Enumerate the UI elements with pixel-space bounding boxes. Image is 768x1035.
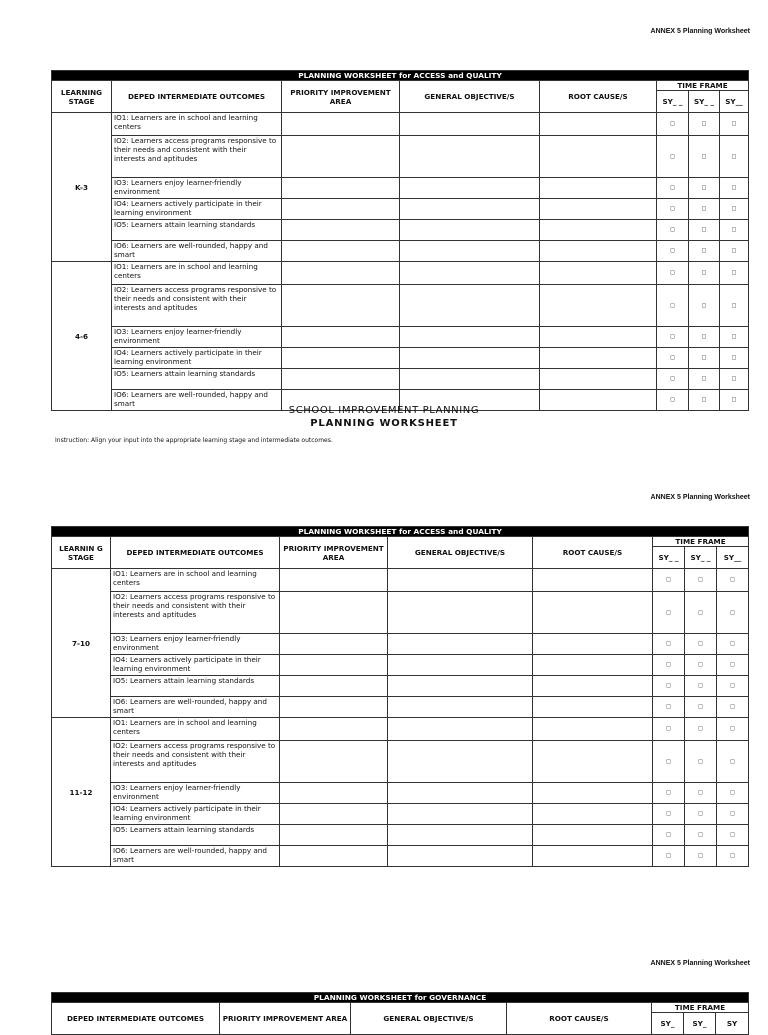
checkbox-icon[interactable]: ◻: [717, 697, 749, 718]
general-objective-input[interactable]: [388, 592, 533, 634]
priority-area-input[interactable]: [282, 199, 400, 220]
root-cause-input[interactable]: [540, 178, 657, 199]
sy-header: SY_ _: [657, 91, 689, 113]
checkbox-icon[interactable]: ◻: [717, 804, 749, 825]
checkbox-icon[interactable]: ◻: [689, 390, 720, 411]
checkbox-icon[interactable]: ◻: [685, 676, 717, 697]
intermediate-outcome-cell: IO3: Learners enjoy learner-friendly environment: [112, 327, 282, 348]
root-cause-input[interactable]: [540, 199, 657, 220]
checkbox-icon[interactable]: ◻: [657, 113, 689, 136]
checkbox-icon[interactable]: ◻: [717, 655, 749, 676]
checkbox-icon[interactable]: ◻: [685, 697, 717, 718]
intermediate-outcome-cell: IO6: Learners are well-rounded, happy and smart: [112, 390, 282, 411]
table-row: [52, 285, 749, 327]
checkbox-icon[interactable]: ◻: [685, 825, 717, 846]
general-objective-input[interactable]: [388, 569, 533, 592]
checkbox-icon[interactable]: ◻: [685, 718, 717, 741]
table-row: [52, 783, 749, 804]
root-cause-input[interactable]: [533, 634, 653, 655]
intermediate-outcome-cell: IO1: Learners are in school and learning centers: [111, 718, 280, 741]
general-objective-input[interactable]: [388, 741, 533, 783]
priority-area-input[interactable]: [282, 178, 400, 199]
intermediate-outcome-cell: IO5: Learners attain learning standards: [111, 676, 280, 697]
priority-area-input[interactable]: [282, 285, 400, 327]
sip-title: [0, 405, 768, 429]
checkbox-icon[interactable]: ◻: [689, 220, 720, 241]
sip-title-line1: SCHOOL IMPROVEMENT PLANNING: [288, 405, 480, 416]
priority-area-input[interactable]: [282, 262, 400, 285]
root-cause-input[interactable]: [540, 136, 657, 178]
root-cause-input[interactable]: [533, 804, 653, 825]
table-row: [52, 676, 749, 697]
checkbox-icon[interactable]: ◻: [717, 783, 749, 804]
checkbox-icon[interactable]: ◻: [685, 569, 717, 592]
time-frame-header: TIME FRAME: [652, 1003, 749, 1013]
general-objective-input[interactable]: [388, 655, 533, 676]
intermediate-outcome-cell: IO1: Learners are in school and learning centers: [111, 569, 280, 592]
intermediate-outcome-cell: IO2: Learners access programs responsive to their needs and consistent with their interests and aptitudes: [112, 136, 282, 178]
intermediate-outcome-cell: IO5: Learners attain learning standards: [112, 220, 282, 241]
instruction-text: Instruction: Align your input into the appropriate learning stage and intermediate outcomes.: [55, 437, 333, 444]
priority-area-input[interactable]: [282, 241, 400, 262]
sy-header: SY_ _: [685, 547, 717, 569]
checkbox-icon[interactable]: ◻: [720, 220, 749, 241]
intermediate-outcome-cell: IO3: Learners enjoy learner-friendly environment: [112, 178, 282, 199]
general-objective-header: GENERAL OBJECTIVE/S: [351, 1003, 507, 1035]
root-cause-input[interactable]: [540, 369, 657, 390]
table-row: [52, 846, 749, 867]
priority-area-input[interactable]: [282, 136, 400, 178]
checkbox-icon[interactable]: ◻: [653, 634, 685, 655]
root-cause-header: ROOT CAUSE/S: [507, 1003, 652, 1035]
learning-stage-header: LEARNIN G STAGE: [52, 537, 111, 569]
root-cause-input[interactable]: [533, 741, 653, 783]
general-objective-header: GENERAL OBJECTIVE/S: [400, 81, 540, 113]
checkbox-icon[interactable]: ◻: [689, 369, 720, 390]
access-quality-worksheet-table-2: [51, 526, 749, 867]
checkbox-icon[interactable]: ◻: [685, 741, 717, 783]
intermediate-outcome-cell: IO3: Learners enjoy learner-friendly environment: [111, 783, 280, 804]
table-row: [52, 178, 749, 199]
checkbox-icon[interactable]: ◻: [720, 285, 749, 327]
general-objective-input[interactable]: [400, 199, 540, 220]
learning-stage-cell: 11-12: [52, 718, 111, 867]
checkbox-icon[interactable]: ◻: [717, 741, 749, 783]
intermediate-outcome-cell: IO3: Learners enjoy learner-friendly environment: [111, 634, 280, 655]
time-frame-header: TIME FRAME: [657, 81, 749, 91]
outcomes-header: DEPED INTERMEDIATE OUTCOMES: [52, 1003, 220, 1035]
checkbox-icon[interactable]: ◻: [657, 390, 689, 411]
checkbox-icon[interactable]: ◻: [653, 676, 685, 697]
checkbox-icon[interactable]: ◻: [653, 846, 685, 867]
checkbox-icon[interactable]: ◻: [653, 718, 685, 741]
checkbox-icon[interactable]: ◻: [720, 327, 749, 348]
outcomes-header: DEPED INTERMEDIATE OUTCOMES: [112, 81, 282, 113]
checkbox-icon[interactable]: ◻: [717, 825, 749, 846]
annex-label: ANNEX 5 Planning Worksheet: [650, 28, 750, 35]
learning-stage-cell: K-3: [52, 113, 112, 262]
intermediate-outcome-cell: IO2: Learners access programs responsive to their needs and consistent with their interests and aptitudes: [111, 592, 280, 634]
priority-area-input[interactable]: [280, 825, 388, 846]
root-cause-input[interactable]: [540, 220, 657, 241]
access-quality-worksheet-table-1: [51, 70, 749, 411]
checkbox-icon[interactable]: ◻: [657, 369, 689, 390]
table-row: [52, 199, 749, 220]
priority-area-input[interactable]: [280, 741, 388, 783]
root-cause-header: ROOT CAUSE/S: [533, 537, 653, 569]
priority-area-input[interactable]: [282, 327, 400, 348]
checkbox-icon[interactable]: ◻: [657, 327, 689, 348]
checkbox-icon[interactable]: ◻: [653, 569, 685, 592]
root-cause-input[interactable]: [533, 783, 653, 804]
priority-area-input[interactable]: [282, 113, 400, 136]
priority-area-input[interactable]: [280, 697, 388, 718]
table-row: [52, 327, 749, 348]
table-row: [52, 220, 749, 241]
intermediate-outcome-cell: IO4: Learners actively participate in their learning environment: [111, 804, 280, 825]
root-cause-input[interactable]: [540, 262, 657, 285]
checkbox-icon[interactable]: ◻: [720, 262, 749, 285]
general-objective-header: GENERAL OBJECTIVE/S: [388, 537, 533, 569]
general-objective-input[interactable]: [400, 178, 540, 199]
checkbox-icon[interactable]: ◻: [685, 655, 717, 676]
intermediate-outcome-cell: IO4: Learners actively participate in their learning environment: [112, 199, 282, 220]
checkbox-icon[interactable]: ◻: [657, 285, 689, 327]
checkbox-icon[interactable]: ◻: [685, 634, 717, 655]
checkbox-icon[interactable]: ◻: [717, 718, 749, 741]
root-cause-input[interactable]: [540, 327, 657, 348]
table-row: [52, 634, 749, 655]
checkbox-icon[interactable]: ◻: [720, 178, 749, 199]
priority-area-input[interactable]: [280, 783, 388, 804]
intermediate-outcome-cell: IO1: Learners are in school and learning centers: [112, 113, 282, 136]
checkbox-icon[interactable]: ◻: [717, 592, 749, 634]
checkbox-icon[interactable]: ◻: [720, 369, 749, 390]
general-objective-input[interactable]: [400, 241, 540, 262]
root-cause-header: ROOT CAUSE/S: [540, 81, 657, 113]
priority-area-input[interactable]: [280, 846, 388, 867]
root-cause-input[interactable]: [540, 113, 657, 136]
outcomes-header: DEPED INTERMEDIATE OUTCOMES: [111, 537, 280, 569]
general-objective-input[interactable]: [388, 634, 533, 655]
checkbox-icon[interactable]: ◻: [653, 741, 685, 783]
table-row: [52, 241, 749, 262]
priority-area-input[interactable]: [280, 634, 388, 655]
intermediate-outcome-cell: IO6: Learners are well-rounded, happy and smart: [112, 241, 282, 262]
checkbox-icon[interactable]: ◻: [689, 327, 720, 348]
root-cause-input[interactable]: [533, 697, 653, 718]
sy-header: SY_: [652, 1013, 684, 1035]
table-row: [52, 348, 749, 369]
root-cause-input[interactable]: [540, 348, 657, 369]
sip-title-line2: PLANNING WORKSHEET: [310, 418, 458, 429]
annex-label: ANNEX 5 Planning Worksheet: [650, 960, 750, 967]
root-cause-input[interactable]: [540, 285, 657, 327]
checkbox-icon[interactable]: ◻: [653, 655, 685, 676]
root-cause-input[interactable]: [533, 569, 653, 592]
priority-area-input[interactable]: [282, 220, 400, 241]
priority-area-header: PRIORITY IMPROVEMENT AREA: [282, 81, 400, 113]
root-cause-input[interactable]: [533, 592, 653, 634]
intermediate-outcome-cell: IO2: Learners access programs responsive to their needs and consistent with their interests and aptitudes: [111, 741, 280, 783]
general-objective-input[interactable]: [388, 825, 533, 846]
table-row: [52, 369, 749, 390]
general-objective-input[interactable]: [388, 783, 533, 804]
learning-stage-header: LEARNING STAGE: [52, 81, 112, 113]
root-cause-input[interactable]: [533, 655, 653, 676]
learning-stage-cell: 4-6: [52, 262, 112, 411]
priority-area-header: PRIORITY IMPROVEMENT AREA: [280, 537, 388, 569]
checkbox-icon[interactable]: ◻: [657, 241, 689, 262]
checkbox-icon[interactable]: ◻: [657, 199, 689, 220]
root-cause-input[interactable]: [533, 676, 653, 697]
root-cause-input[interactable]: [533, 718, 653, 741]
annex-label: ANNEX 5 Planning Worksheet: [650, 494, 750, 501]
sy-header: SY__: [720, 91, 749, 113]
general-objective-input[interactable]: [388, 718, 533, 741]
checkbox-icon[interactable]: ◻: [653, 783, 685, 804]
checkbox-icon[interactable]: ◻: [720, 241, 749, 262]
table-row: [52, 136, 749, 178]
checkbox-icon[interactable]: ◻: [717, 569, 749, 592]
general-objective-input[interactable]: [400, 285, 540, 327]
root-cause-input[interactable]: [533, 846, 653, 867]
checkbox-icon[interactable]: ◻: [657, 178, 689, 199]
checkbox-icon[interactable]: ◻: [689, 241, 720, 262]
table-row: [52, 592, 749, 634]
checkbox-icon[interactable]: ◻: [657, 348, 689, 369]
intermediate-outcome-cell: IO5: Learners attain learning standards: [111, 825, 280, 846]
general-objective-input[interactable]: [400, 220, 540, 241]
general-objective-input[interactable]: [388, 804, 533, 825]
table-row: [52, 825, 749, 846]
checkbox-icon[interactable]: ◻: [717, 676, 749, 697]
general-objective-input[interactable]: [400, 262, 540, 285]
priority-area-input[interactable]: [282, 369, 400, 390]
sy-header: SY_: [684, 1013, 716, 1035]
checkbox-icon[interactable]: ◻: [657, 262, 689, 285]
general-objective-input[interactable]: [400, 327, 540, 348]
general-objective-input[interactable]: [388, 676, 533, 697]
checkbox-icon[interactable]: ◻: [685, 804, 717, 825]
worksheet-banner: PLANNING WORKSHEET for GOVERNANCE: [52, 993, 749, 1003]
checkbox-icon[interactable]: ◻: [685, 783, 717, 804]
root-cause-input[interactable]: [533, 825, 653, 846]
table-row: [52, 804, 749, 825]
table-row: [52, 741, 749, 783]
sy-header: SY_ _: [653, 547, 685, 569]
checkbox-icon[interactable]: ◻: [689, 199, 720, 220]
priority-area-input[interactable]: [280, 592, 388, 634]
learning-stage-cell: 7-10: [52, 569, 111, 718]
checkbox-icon[interactable]: ◻: [657, 136, 689, 178]
priority-area-input[interactable]: [280, 676, 388, 697]
sy-header: SY__: [717, 547, 749, 569]
checkbox-icon[interactable]: ◻: [653, 592, 685, 634]
priority-area-input[interactable]: [280, 718, 388, 741]
general-objective-input[interactable]: [388, 846, 533, 867]
time-frame-header: TIME FRAME: [653, 537, 749, 547]
intermediate-outcome-cell: IO5: Learners attain learning standards: [112, 369, 282, 390]
sy-header: SY_ _: [689, 91, 720, 113]
table-row: [52, 718, 749, 741]
checkbox-icon[interactable]: ◻: [657, 220, 689, 241]
checkbox-icon[interactable]: ◻: [689, 285, 720, 327]
priority-area-header: PRIORITY IMPROVEMENT AREA: [220, 1003, 351, 1035]
table-row: [52, 697, 749, 718]
general-objective-input[interactable]: [400, 348, 540, 369]
checkbox-icon[interactable]: ◻: [720, 199, 749, 220]
checkbox-icon[interactable]: ◻: [717, 846, 749, 867]
checkbox-icon[interactable]: ◻: [689, 136, 720, 178]
root-cause-input[interactable]: [540, 241, 657, 262]
table-row: [52, 262, 749, 285]
intermediate-outcome-cell: IO6: Learners are well-rounded, happy and smart: [111, 846, 280, 867]
checkbox-icon[interactable]: ◻: [685, 846, 717, 867]
checkbox-icon[interactable]: ◻: [717, 634, 749, 655]
checkbox-icon[interactable]: ◻: [653, 697, 685, 718]
checkbox-icon[interactable]: ◻: [689, 178, 720, 199]
table-row: [52, 113, 749, 136]
governance-worksheet-table: [51, 992, 749, 1035]
checkbox-icon[interactable]: ◻: [689, 348, 720, 369]
checkbox-icon[interactable]: ◻: [653, 825, 685, 846]
general-objective-input[interactable]: [388, 697, 533, 718]
intermediate-outcome-cell: IO1: Learners are in school and learning centers: [112, 262, 282, 285]
general-objective-input[interactable]: [400, 136, 540, 178]
checkbox-icon[interactable]: ◻: [685, 592, 717, 634]
priority-area-input[interactable]: [280, 569, 388, 592]
checkbox-icon[interactable]: ◻: [720, 348, 749, 369]
general-objective-input[interactable]: [400, 113, 540, 136]
table-row: [52, 569, 749, 592]
sy-header: SY: [716, 1013, 749, 1035]
priority-area-input[interactable]: [282, 348, 400, 369]
checkbox-icon[interactable]: ◻: [689, 113, 720, 136]
checkbox-icon[interactable]: ◻: [689, 262, 720, 285]
intermediate-outcome-cell: IO6: Learners are well-rounded, happy and smart: [111, 697, 280, 718]
table-row: [52, 655, 749, 676]
checkbox-icon[interactable]: ◻: [720, 136, 749, 178]
checkbox-icon[interactable]: ◻: [720, 113, 749, 136]
worksheet-banner: PLANNING WORKSHEET for ACCESS and QUALITY: [52, 527, 749, 537]
worksheet-banner: PLANNING WORKSHEET for ACCESS and QUALITY: [52, 71, 749, 81]
priority-area-input[interactable]: [280, 655, 388, 676]
priority-area-input[interactable]: [280, 804, 388, 825]
general-objective-input[interactable]: [400, 369, 540, 390]
intermediate-outcome-cell: IO2: Learners access programs responsive to their needs and consistent with their interests and aptitudes: [112, 285, 282, 327]
checkbox-icon[interactable]: ◻: [720, 390, 749, 411]
intermediate-outcome-cell: IO4: Learners actively participate in their learning environment: [112, 348, 282, 369]
checkbox-icon[interactable]: ◻: [653, 804, 685, 825]
intermediate-outcome-cell: IO4: Learners actively participate in their learning environment: [111, 655, 280, 676]
